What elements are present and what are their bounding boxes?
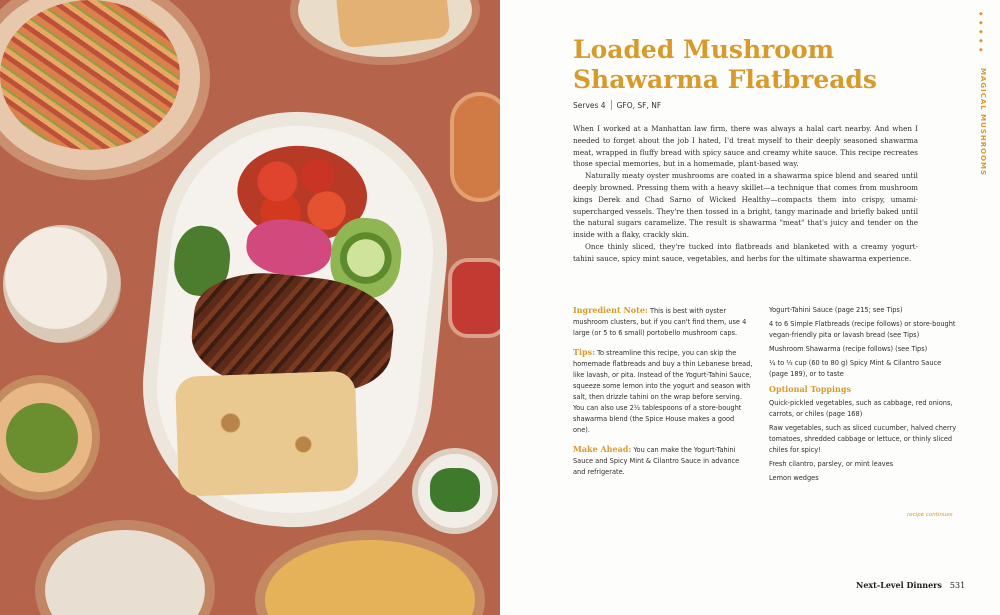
footer-section: Next-Level Dinners xyxy=(856,580,942,590)
note-label: Ingredient Note: xyxy=(573,305,648,315)
ingredient-item: 4 to 6 Simple Flatbreads (recipe follows) or store-bought vegan-friendly pita or lavash bread (see Tips) xyxy=(769,320,956,339)
topping-item: Raw vegetables, such as sliced cucumber, halved cherry tomatoes, shredded cabbage or lettuce, or thinly sliced chiles for spicy! xyxy=(769,424,957,454)
ingredient-item: ¼ to ⅓ cup (60 to 80 g) Spicy Mint & Cilantro Sauce (page 189), or to taste xyxy=(769,359,942,378)
topping-item: Quick-pickled vegetables, such as cabbage, red onions, carrots, or chiles (page 168) xyxy=(769,399,953,418)
intro-paragraph: When I worked at a Manhattan law firm, there was always a halal cart nearby. And when I needed to forget about the job I hated, I'd treat myself to their deeply seasoned shawarma meat, wrapped in fluffy bread with spicy sauce and creamy white sauce. This recipe recreates those special memories, but in a homemade, plant-based way. xyxy=(573,124,918,169)
green-sauce xyxy=(6,403,78,473)
serves-divider xyxy=(611,100,612,110)
note-text: To streamline this recipe, you can skip the homemade flatbreads and buy a thin Lebanese bread, like lavash, or pita. Instead of the Yogurt-Tahini Sauce, squeeze some lemon into the yogurt and season with salt, then drizzle tahini on the wrap before serving. You can also use 2½ tablespoons of a store-bought shawarma blend (the Spice House makes a good one). xyxy=(573,349,753,434)
tips-note xyxy=(573,347,753,436)
wrap-plate xyxy=(255,530,485,615)
ingredient-list xyxy=(769,305,959,487)
chapter-label: MAGICAL MUSHROOMS xyxy=(979,68,987,177)
note-label: Tips: xyxy=(573,347,596,357)
yogurt-bowl xyxy=(35,520,215,615)
topping-item: Fresh cilantro, parsley, or mint leaves xyxy=(769,460,894,468)
green-sauce-bowl xyxy=(0,375,100,500)
make-ahead-note xyxy=(573,444,753,478)
recipe-continues: recipe continues xyxy=(907,512,953,518)
note-label: Make Ahead: xyxy=(573,444,632,454)
shawarma-platter xyxy=(129,98,461,541)
herb-bowl xyxy=(412,448,498,534)
bread-plate xyxy=(290,0,480,65)
water-glass xyxy=(3,225,121,343)
chapter-tab xyxy=(977,10,989,177)
noodles xyxy=(0,0,180,150)
ingredient-note xyxy=(573,305,753,339)
drink-glass xyxy=(450,92,500,202)
herbs xyxy=(430,468,480,512)
pickle-jar xyxy=(448,258,500,338)
recipe-intro xyxy=(573,123,918,265)
pita-wedges xyxy=(175,371,359,497)
noodle-bowl xyxy=(0,0,210,180)
page-number: 531 xyxy=(949,581,966,590)
flatbread xyxy=(335,0,451,49)
serves-line xyxy=(573,100,661,110)
note-text: This is best with oyster mushroom clusters, but if you can't find them, use 4 large (or 5 to 6 small) portobello mushroom caps. xyxy=(573,307,747,337)
page-footer xyxy=(856,580,965,590)
intro-paragraph: Naturally meaty oyster mushrooms are coated in a shawarma spice blend and seared until deeply browned. Pressing them with a heavy skillet—a technique that comes from mushroom kings Derek and Chad Sarno of Wicked Healthy—compacts them into crispy, umami-supercharged vessels. They're then tossed in a bright, tangy marinade and briefly baked until the natural sugars caramelize. The result is shawarma "meat" that's juicy and tender on the inside with a flaky, crackly skin. xyxy=(573,171,918,240)
intro-paragraph: Once thinly sliced, they're tucked into flatbreads and blanketed with a creamy yogurt-tahini sauce, spicy mint sauce, vegetables, and herbs for the ultimate shawarma experience. xyxy=(573,241,918,263)
recipe-page xyxy=(500,0,1000,615)
serves-count: Serves 4 xyxy=(573,101,606,110)
dots-icon: ◆ ◆ ◆ ◆ ◆ xyxy=(979,11,983,53)
note-text: You can make the Yogurt-Tahini Sauce and Spicy Mint & Cilantro Sauce in advance and refrigerate. xyxy=(573,446,740,476)
recipe-notes xyxy=(573,305,753,486)
recipe-title: Loaded Mushroom Shawarma Flatbreads xyxy=(573,35,877,94)
topping-item: Lemon wedges xyxy=(769,474,819,482)
ingredient-item: Mushroom Shawarma (recipe follows) (see Tips) xyxy=(769,345,928,353)
ingredient-item: Yogurt-Tahini Sauce (page 215; see Tips) xyxy=(769,306,903,314)
dietary-codes: GFO, SF, NF xyxy=(616,101,662,110)
optional-toppings-heading: Optional Toppings xyxy=(769,384,851,394)
